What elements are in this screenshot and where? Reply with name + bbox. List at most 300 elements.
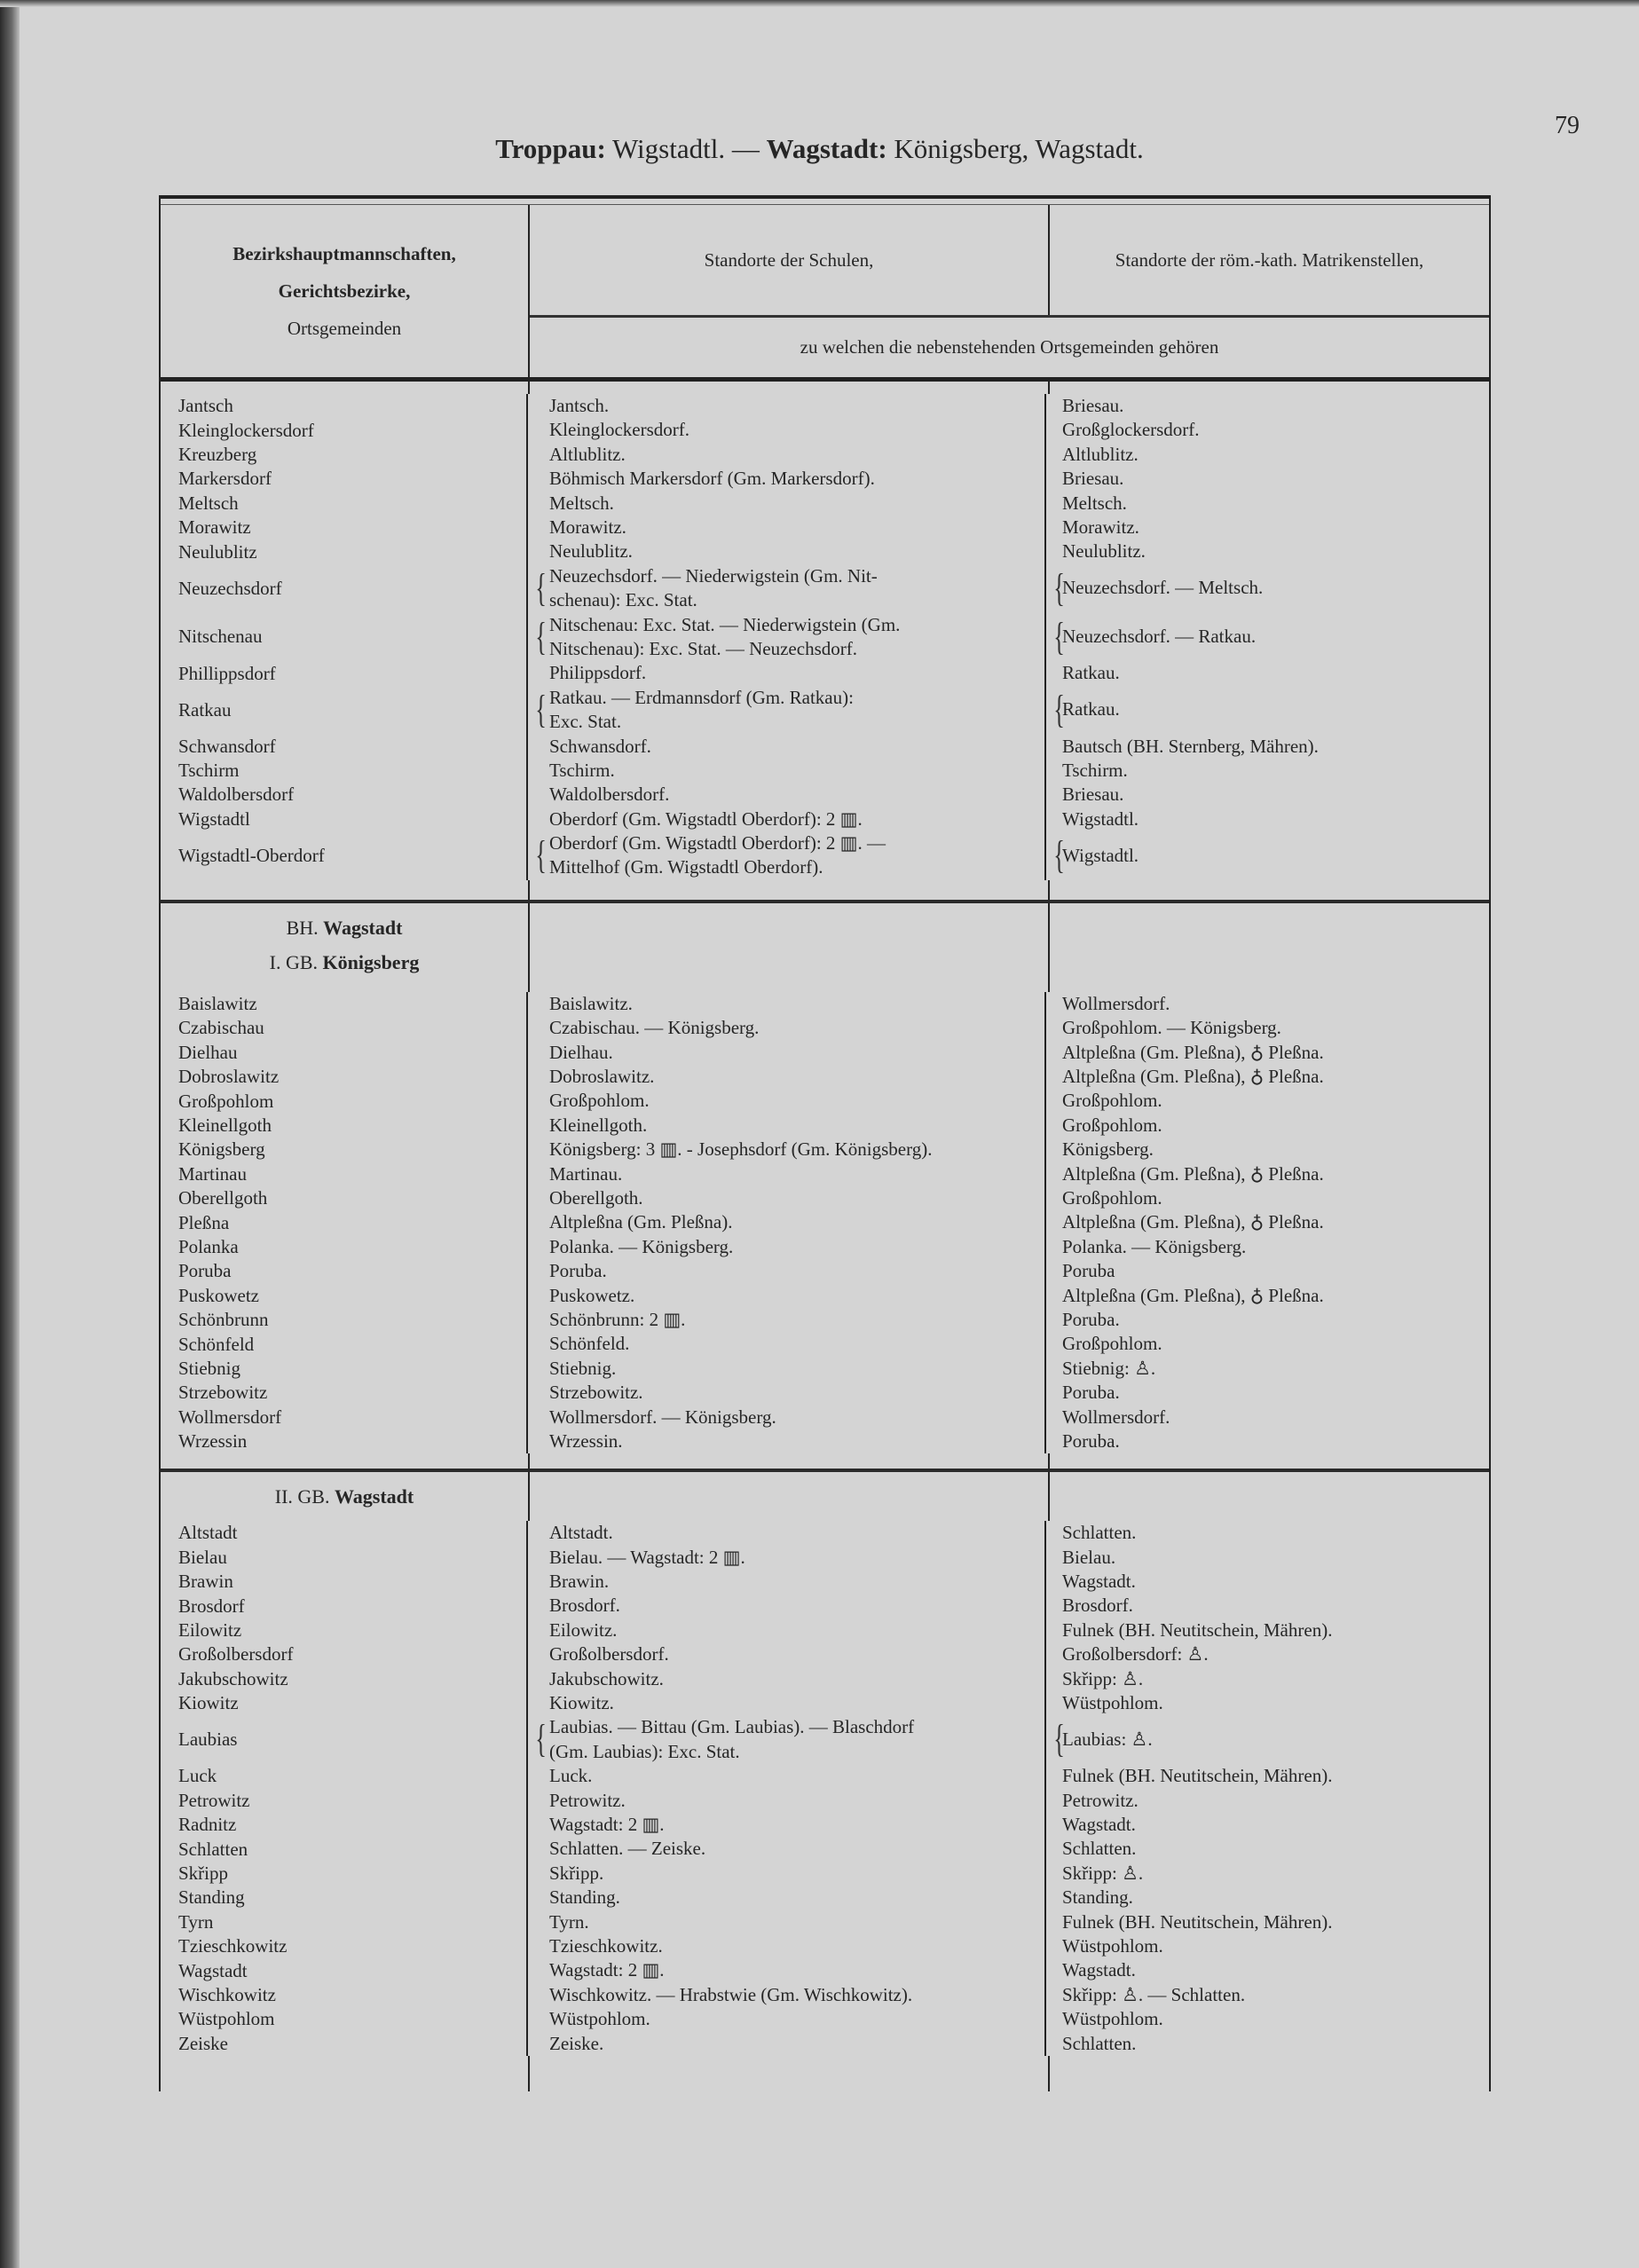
schule-line: Oberellgoth.: [549, 1187, 643, 1209]
cell-empty: [530, 903, 1050, 992]
schule-cell: [528, 492, 1046, 516]
schule-line: Brawin.: [549, 1571, 610, 1593]
ortsgemeinde: Ratkau: [161, 686, 528, 735]
schule-cell: [528, 1162, 1046, 1186]
ortsgemeinde: Dobroslawitz: [161, 1065, 528, 1089]
matrik-line: Wagstadt.: [1062, 1959, 1136, 1981]
matrik-lines: [1062, 661, 1120, 685]
matrik-cell: [1046, 735, 1489, 759]
ortsgemeinde: Tyrn: [161, 1910, 528, 1934]
matrik-lines: [1062, 1546, 1115, 1570]
schule-cell: [528, 394, 1046, 418]
schule-line: Schwansdorf.: [549, 735, 651, 757]
ortsgemeinde: Skřipp: [161, 1862, 528, 1886]
matrik-cell: [1046, 1618, 1489, 1642]
matrik-cell: [1046, 1715, 1489, 1764]
table-row: [161, 1789, 1489, 1813]
ortsgemeinde: Kreuzberg: [161, 443, 528, 467]
schule-line: Baislawitz.: [549, 992, 633, 1014]
matrik-cell: [1046, 539, 1489, 563]
spacer: [161, 2056, 1489, 2091]
matrik-cell: [1046, 783, 1489, 807]
matrik-cell: [1046, 1837, 1489, 1861]
table-row: [161, 1813, 1489, 1837]
header-line: Bezirkshauptmannschaften,: [232, 243, 456, 264]
schule-line: Dielhau.: [549, 1041, 613, 1063]
table-row: [161, 1910, 1489, 1934]
matrik-lines: [1062, 844, 1139, 868]
header-col-schulen: Standorte der Schulen,: [530, 205, 1050, 315]
ortsgemeinde: Wollmersdorf: [161, 1406, 528, 1429]
matrik-cell: [1046, 564, 1489, 613]
ortsgemeinde: Standing: [161, 1886, 528, 1910]
matrik-cell: [1046, 992, 1489, 1016]
schule-cell: [528, 1618, 1046, 1642]
matrik-line: Skřipp: ♙. — Schlatten.: [1062, 1983, 1246, 2005]
schule-cell: [528, 1114, 1046, 1138]
matrik-cell: [1046, 1186, 1489, 1210]
matrik-lines: [1062, 1114, 1162, 1138]
schule-line: Tschirm.: [549, 759, 615, 781]
schule-cell: [528, 1813, 1046, 1837]
header-col-gemeinden: [161, 205, 530, 377]
matrik-line: Altpleßna (Gm. Pleßna), ♁ Pleßna.: [1062, 1284, 1324, 1306]
matrik-lines: [1062, 492, 1127, 516]
matrik-line: Neuzechsdorf. — Meltsch.: [1062, 577, 1264, 599]
table-row: [161, 1429, 1489, 1453]
matrik-lines: [1062, 1667, 1143, 1691]
section: [161, 900, 1489, 1469]
matrik-lines: [1062, 576, 1263, 600]
ortsgemeinde: Schwansdorf: [161, 735, 528, 759]
schule-cell: [528, 661, 1046, 685]
schule-cell: [528, 564, 1046, 613]
brace-icon: {: [1053, 565, 1065, 610]
matrik-line: Poruba.: [1062, 1308, 1120, 1330]
matrik-line: Polanka. — Königsberg.: [1062, 1235, 1247, 1257]
matrik-cell: [1046, 1162, 1489, 1186]
matrik-cell: [1046, 1332, 1489, 1356]
ortsgemeinde: Wüstpohlom: [161, 2007, 528, 2031]
matrik-lines: [1062, 467, 1123, 491]
ortsgemeinde: Petrowitz: [161, 1789, 528, 1813]
brace-icon: {: [1053, 687, 1065, 731]
title-part: Wagstadt:: [766, 133, 887, 164]
matrik-lines: [1062, 1983, 1245, 2007]
matrik-cell: [1046, 394, 1489, 418]
matrik-cell: [1046, 1813, 1489, 1837]
matrik-lines: [1062, 539, 1146, 563]
schule-cell: [528, 1789, 1046, 1813]
table-row: [161, 1162, 1489, 1186]
schule-line: Wagstadt: 2 ▥.: [549, 1814, 665, 1835]
schule-line: Tyrn.: [549, 1910, 589, 1933]
rows: [161, 394, 1489, 880]
schule-cell: [528, 1406, 1046, 1429]
schule-line: Tzieschkowitz.: [549, 1934, 663, 1957]
ortsgemeinde: Nitschenau: [161, 613, 528, 662]
ortsgemeinde: Tzieschkowitz: [161, 1934, 528, 1958]
header-line: Gerichtsbezirke,: [278, 280, 411, 302]
matrik-cell: [1046, 1934, 1489, 1958]
matrik-cell: [1046, 1114, 1489, 1138]
schule-line: Brosdorf.: [549, 1595, 620, 1617]
table-row: [161, 1114, 1489, 1138]
spacer: [530, 382, 1050, 394]
ortsgemeinde: Brawin: [161, 1570, 528, 1594]
schule-cell: [528, 1862, 1046, 1886]
matrik-cell: [1046, 1983, 1489, 2007]
schule-cell: [528, 1308, 1046, 1332]
brace-icon: {: [535, 687, 547, 731]
table-row: [161, 2032, 1489, 2056]
schule-line: Zeiske.: [549, 2032, 604, 2054]
matrik-line: Skřipp: ♙.: [1062, 1862, 1144, 1884]
schule-line: Wagstadt: 2 ▥.: [549, 1959, 665, 1981]
table-body: [161, 382, 1489, 2091]
schule-line: Oberdorf (Gm. Wigstadtl Oberdorf): 2 ▥.: [549, 807, 863, 830]
matrik-cell: [1046, 1235, 1489, 1259]
table-row: [161, 1016, 1489, 1040]
matrik-lines: [1062, 1764, 1332, 1788]
matrik-cell: [1046, 1284, 1489, 1308]
matrik-lines: [1062, 1357, 1155, 1381]
schule-line: Meltsch.: [549, 492, 614, 514]
matrik-lines: [1062, 1065, 1324, 1089]
matrik-line: Briesau.: [1062, 784, 1124, 806]
schule-line: Czabischau. — Königsberg.: [549, 1017, 760, 1039]
matrik-line: Altlublitz.: [1062, 443, 1139, 465]
matrik-lines: [1062, 1594, 1133, 1618]
matrik-lines: [1062, 1284, 1324, 1308]
ortsgemeinde: Stiebnig: [161, 1357, 528, 1381]
schule-line: Standing.: [549, 1886, 620, 1909]
matrik-line: Großpohlom.: [1062, 1187, 1162, 1209]
matrik-cell: [1046, 1570, 1489, 1594]
ortsgemeinde: Luck: [161, 1764, 528, 1788]
matrik-lines: [1062, 1728, 1153, 1752]
matrik-lines: [1062, 1186, 1162, 1210]
schule-cell: [528, 1570, 1046, 1594]
schule-cell: [528, 1983, 1046, 2007]
ortsgemeinde: Markersdorf: [161, 467, 528, 491]
brace-icon: {: [535, 614, 547, 658]
schule-cell: [528, 831, 1046, 880]
table-row: [161, 807, 1489, 831]
matrik-cell: [1046, 467, 1489, 491]
table-row: [161, 686, 1489, 735]
matrik-cell: [1046, 1016, 1489, 1040]
spacer: [530, 880, 1050, 900]
table-row: [161, 1837, 1489, 1861]
table-row: [161, 1284, 1489, 1308]
ortsgemeinde: Wagstadt: [161, 1958, 528, 1982]
matrik-lines: [1062, 1138, 1154, 1162]
schule-line: (Gm. Laubias): Exc. Stat.: [549, 1740, 740, 1762]
schule-line: Poruba.: [549, 1260, 607, 1282]
matrik-lines: [1062, 1570, 1136, 1594]
schule-line: Skřipp.: [549, 1862, 604, 1884]
schule-cell: [528, 1691, 1046, 1715]
ortsgemeinde: Kleinellgoth: [161, 1114, 528, 1138]
table-row: [161, 539, 1489, 563]
ortsgemeinde: Schlatten: [161, 1837, 528, 1861]
matrik-lines: [1062, 1210, 1324, 1234]
table-row: [161, 1715, 1489, 1764]
matrik-lines: [1062, 2032, 1136, 2056]
ortsgemeinde: Neuzechsdorf: [161, 564, 528, 613]
matrik-line: Laubias: ♙.: [1062, 1729, 1153, 1751]
matrik-line: Poruba: [1062, 1260, 1115, 1282]
ortsgemeinde: Zeiske: [161, 2032, 528, 2056]
matrik-lines: [1062, 394, 1123, 418]
section-heading: [161, 903, 1489, 992]
page-number: 79: [1555, 112, 1580, 139]
ortsgemeinde: Polanka: [161, 1235, 528, 1259]
schule-cell: [528, 1235, 1046, 1259]
table-row: [161, 1862, 1489, 1886]
schule-line: Dobroslawitz.: [549, 1066, 655, 1088]
matrik-cell: [1046, 1642, 1489, 1666]
matrik-line: Altpleßna (Gm. Pleßna), ♁ Pleßna.: [1062, 1211, 1324, 1233]
matrik-cell: [1046, 1862, 1489, 1886]
spacer: [161, 1453, 1489, 1469]
schule-line: Ratkau. — Erdmannsdorf (Gm. Ratkau):: [549, 686, 854, 708]
brace-icon: {: [535, 565, 547, 610]
table-row: [161, 1259, 1489, 1283]
heading-line: [161, 945, 528, 980]
matrik-cell: [1046, 1667, 1489, 1691]
schule-cell: [528, 807, 1046, 831]
matrik-line: Ratkau.: [1062, 698, 1120, 721]
schule-cell: [528, 1521, 1046, 1545]
matrik-line: Altpleßna (Gm. Pleßna), ♁ Pleßna.: [1062, 1162, 1324, 1185]
matrik-lines: [1062, 1691, 1163, 1715]
section-heading-text: [161, 903, 530, 992]
schule-line: Nitschenau: Exc. Stat. — Niederwigstein (Gm.: [549, 613, 901, 635]
schule-cell: [528, 1381, 1046, 1405]
matrik-lines: [1062, 1618, 1332, 1642]
matrik-line: Ratkau.: [1062, 662, 1120, 684]
schule-cell: [528, 2032, 1046, 2056]
matrik-lines: [1062, 1406, 1170, 1429]
matrik-line: Neuzechsdorf. — Ratkau.: [1062, 626, 1257, 648]
heading-line: [161, 1479, 528, 1514]
matrik-lines: [1062, 1521, 1136, 1545]
matrik-line: Großpohlom. — Königsberg.: [1062, 1017, 1281, 1039]
matrik-line: Großpohlom.: [1062, 1333, 1162, 1355]
matrik-line: Meltsch.: [1062, 492, 1127, 514]
schule-line: Mittelhof (Gm. Wigstadtl Oberdorf).: [549, 856, 823, 878]
table-row: [161, 492, 1489, 516]
spacer: [161, 1453, 530, 1469]
ortsgemeinde: Wigstadtl-Oberdorf: [161, 831, 528, 880]
schule-line: Neulublitz.: [549, 540, 633, 563]
spacer: [161, 382, 1489, 394]
schule-cell: [528, 1642, 1046, 1666]
matrik-cell: [1046, 1958, 1489, 1982]
matrik-cell: [1046, 1210, 1489, 1234]
schule-cell: [528, 1886, 1046, 1910]
table-row: [161, 735, 1489, 759]
section: [161, 1469, 1489, 2091]
matrik-line: Wagstadt.: [1062, 1571, 1136, 1593]
table-row: [161, 613, 1489, 662]
brace-icon: {: [1053, 614, 1065, 658]
ortsgemeinde: Großolbersdorf: [161, 1642, 528, 1666]
ortsgemeinde: Strzebowitz: [161, 1381, 528, 1405]
matrik-cell: [1046, 686, 1489, 735]
table-row: [161, 1186, 1489, 1210]
ortsgemeinde: Czabischau: [161, 1016, 528, 1040]
matrik-lines: [1062, 1837, 1136, 1861]
schule-cell: [528, 613, 1046, 662]
table-row: [161, 661, 1489, 685]
table-header: [161, 205, 1489, 382]
schule-cell: [528, 443, 1046, 467]
spacer: [161, 880, 530, 900]
matrik-line: Brosdorf.: [1062, 1595, 1133, 1617]
spacer: [161, 382, 530, 394]
rows: [161, 992, 1489, 1453]
section-heading: [161, 1472, 1489, 1521]
schule-line: Wischkowitz. — Hrabstwie (Gm. Wischkowitz).: [549, 1983, 913, 2005]
matrik-cell: [1046, 613, 1489, 662]
ortsgemeinde: Königsberg: [161, 1138, 528, 1162]
matrik-cell: [1046, 516, 1489, 539]
schule-line: Kleinellgoth.: [549, 1114, 648, 1136]
schule-cell: [528, 1332, 1046, 1356]
schule-cell: [528, 1041, 1046, 1065]
ortsgemeinde: Schönbrunn: [161, 1308, 528, 1332]
schule-line: Waldolbersdorf.: [549, 784, 670, 806]
schule-line: Neuzechsdorf. — Niederwigstein (Gm. Nit-: [549, 564, 878, 587]
matrik-lines: [1062, 625, 1256, 649]
matrik-line: Fulnek (BH. Neutitschein, Mähren).: [1062, 1765, 1333, 1787]
ortsgemeinde: Puskowetz: [161, 1284, 528, 1308]
table-row: [161, 516, 1489, 539]
matrik-cell: [1046, 1764, 1489, 1788]
matrik-line: Stiebnig: ♙.: [1062, 1357, 1156, 1379]
ortsgemeinde: Laubias: [161, 1715, 528, 1764]
table-row: [161, 418, 1489, 442]
matrik-cell: [1046, 1259, 1489, 1283]
title-part: Wigstadtl. —: [605, 133, 767, 164]
table-row: [161, 783, 1489, 807]
schule-cell: [528, 1667, 1046, 1691]
matrik-lines: [1062, 1308, 1120, 1332]
matrik-lines: [1062, 1381, 1120, 1405]
matrik-lines: [1062, 1813, 1136, 1837]
matrik-lines: [1062, 1910, 1332, 1934]
schule-cell: [528, 418, 1046, 442]
schule-cell: [528, 992, 1046, 1016]
schule-line: Petrowitz.: [549, 1789, 626, 1811]
matrik-cell: [1046, 1308, 1489, 1332]
table-row: [161, 394, 1489, 418]
matrik-line: Petrowitz.: [1062, 1789, 1139, 1811]
matrik-line: Fulnek (BH. Neutitschein, Mähren).: [1062, 1910, 1333, 1933]
schule-line: Wollmersdorf. — Königsberg.: [549, 1406, 776, 1428]
table-row: [161, 759, 1489, 783]
matrik-line: Wagstadt.: [1062, 1814, 1136, 1835]
matrik-line: Briesau.: [1062, 395, 1124, 416]
ortsgemeinde: Brosdorf: [161, 1594, 528, 1618]
heading-prefix: I. GB.: [269, 950, 323, 973]
schule-line: Schlatten. — Zeiske.: [549, 1838, 706, 1860]
table-row: [161, 1065, 1489, 1089]
matrik-lines: [1062, 1016, 1281, 1040]
scan-top-edge: [0, 0, 1639, 7]
schule-line: Altlublitz.: [549, 443, 626, 465]
schule-line: Großolbersdorf.: [549, 1643, 669, 1666]
matrik-lines: [1062, 418, 1200, 442]
schule-cell: [528, 1715, 1046, 1764]
schule-line: Königsberg: 3 ▥. - Josephsdorf (Gm. Königsberg).: [549, 1138, 933, 1161]
matrik-lines: [1062, 1862, 1143, 1886]
ortsgemeinde: Bielau: [161, 1546, 528, 1570]
schule-line: Stiebnig.: [549, 1357, 617, 1379]
table-row: [161, 1958, 1489, 1982]
table-row: [161, 1546, 1489, 1570]
table-row: [161, 1041, 1489, 1065]
matrik-cell: [1046, 2007, 1489, 2031]
matrik-lines: [1062, 783, 1123, 807]
matrik-lines: [1062, 1886, 1133, 1910]
cell-empty: [1050, 903, 1489, 992]
matrik-line: Wigstadtl.: [1062, 844, 1139, 866]
schule-line: Luck.: [549, 1765, 593, 1787]
matrik-cell: [1046, 1089, 1489, 1113]
brace-icon: {: [535, 1717, 547, 1761]
ortsgemeinde: Oberellgoth: [161, 1186, 528, 1210]
ortsgemeinde: Tschirm: [161, 759, 528, 783]
matrik-cell: [1046, 1357, 1489, 1381]
schule-cell: [528, 1429, 1046, 1453]
table-row: [161, 1406, 1489, 1429]
table-row: [161, 992, 1489, 1016]
matrik-line: Tschirm.: [1062, 759, 1128, 781]
table-row: [161, 831, 1489, 880]
matrik-lines: [1062, 1642, 1209, 1666]
brace-icon: {: [1053, 833, 1065, 878]
header-subheader: zu welchen die nebenstehenden Ortsgemeinden gehören: [800, 336, 1219, 358]
matrik-lines: [1062, 2007, 1163, 2031]
schule-line: Exc. Stat.: [549, 711, 622, 733]
matrik-line: Bautsch (BH. Sternberg, Mähren).: [1062, 735, 1319, 757]
matrik-cell: [1046, 1886, 1489, 1910]
matrik-line: Königsberg.: [1062, 1138, 1154, 1161]
table-row: [161, 1210, 1489, 1234]
schule-cell: [528, 539, 1046, 563]
matrik-lines: [1062, 735, 1319, 759]
matrik-line: Wüstpohlom.: [1062, 1692, 1163, 1714]
matrik-line: Altpleßna (Gm. Pleßna), ♁ Pleßna.: [1062, 1041, 1324, 1063]
table-row: [161, 1642, 1489, 1666]
matrik-cell: [1046, 759, 1489, 783]
schule-cell: [528, 1357, 1046, 1381]
matrik-cell: [1046, 492, 1489, 516]
matrik-line: Großpohlom.: [1062, 1114, 1162, 1136]
table-row: [161, 1381, 1489, 1405]
schule-line: Schönfeld.: [549, 1333, 630, 1355]
ortsgemeinde: Kleinglockersdorf: [161, 418, 528, 442]
schule-line: Böhmisch Markersdorf (Gm. Markersdorf).: [549, 468, 875, 490]
matrik-cell: [1046, 807, 1489, 831]
matrik-cell: [1046, 418, 1489, 442]
matrik-lines: [1062, 1958, 1136, 1982]
matrik-line: Briesau.: [1062, 468, 1124, 490]
